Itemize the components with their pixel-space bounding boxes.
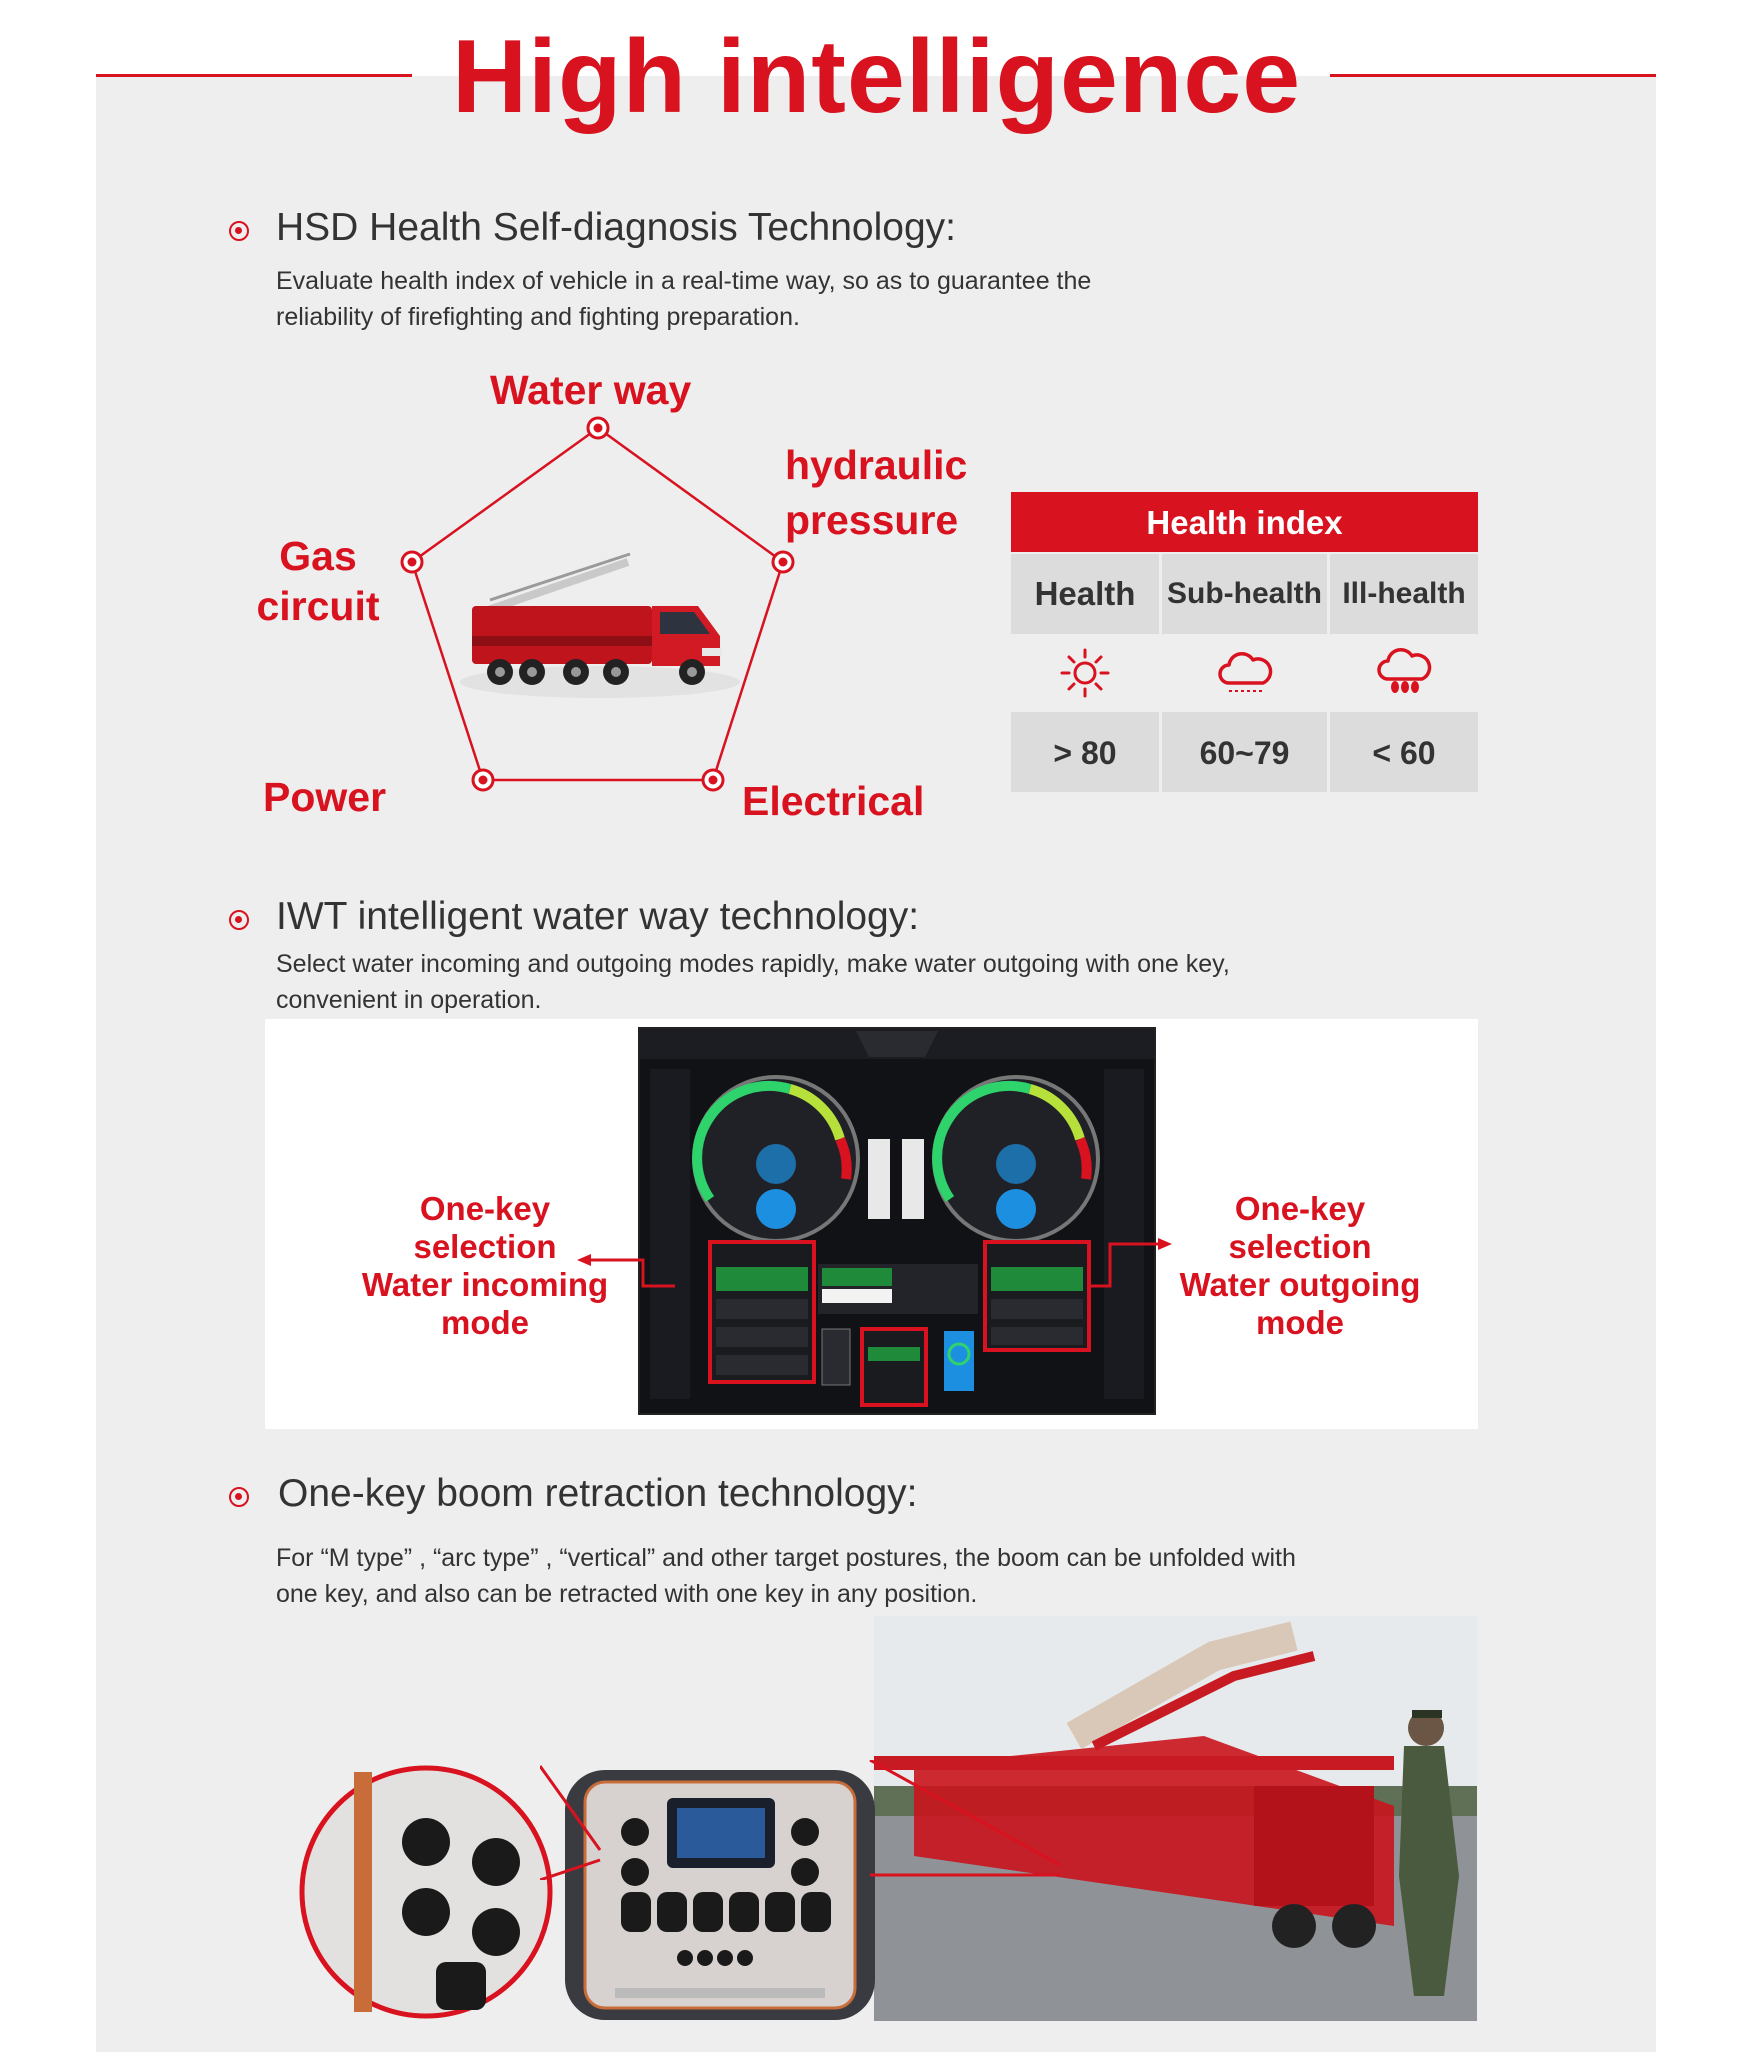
control-dashboard-image [638,1027,1156,1415]
iwt-desc-line: Select water incoming and outgoing modes rapidly, make water outgoing with one key, [276,950,1230,978]
boom-title: One-key boom retraction technology: [278,1472,918,1515]
zoom-lines [540,1760,1080,1880]
label-line: mode [440,1304,529,1341]
page-title: High intelligence [451,19,1302,135]
label-line: Gas [279,533,357,579]
label-line: mode [1255,1304,1344,1341]
hsd-desc-line: Evaluate health index of vehicle in a real-time way, so as to guarantee the [276,267,1092,295]
sun-icon [1011,636,1159,710]
value-ill-health: < 60 [1330,712,1478,792]
boom-desc-line: For “M type” , “arc type” , “vertical” and other target postures, the boom can be unfolded with [276,1544,1296,1572]
boom-description [276,1540,1296,1612]
hsd-description [276,263,1091,335]
controller-zoom-detail [296,1762,556,2022]
hsd-desc-line: reliability of firefighting and fighting preparation. [276,303,800,331]
cloud-icon [1162,636,1327,710]
label-line: One-key [1234,1190,1366,1227]
iwt-desc-line: convenient in operation. [276,986,542,1014]
label-line: Water outgoing [1179,1266,1421,1303]
iwt-title: IWT intelligent water way technology: [276,895,920,938]
label-line: hydraulic [785,442,968,488]
value-health: > 80 [1011,712,1159,792]
col-header-ill-health: Ill-health [1330,554,1478,634]
label-hydraulic-pressure [785,440,967,545]
label-line: selection [1228,1228,1372,1265]
iwt-description [276,946,1230,1018]
label-water-outgoing-mode [1160,1190,1440,1342]
label-line: Water incoming [361,1266,609,1303]
col-header-health: Health [1011,554,1159,634]
label-water-incoming-mode [345,1190,625,1342]
label-line: circuit [256,583,380,629]
bullet-icon [229,221,249,241]
label-line: selection [413,1228,557,1265]
label-power: Power [263,774,387,820]
bullet-icon [229,910,249,930]
value-sub-health: 60~79 [1162,712,1327,792]
fire-truck-image [460,554,740,698]
label-water-way: Water way [490,367,692,413]
boom-desc-line: one key, and also can be retracted with one key in any position. [276,1580,978,1608]
health-index-header: Health index [1011,492,1478,552]
label-line: pressure [785,497,959,543]
hsd-title: HSD Health Self-diagnosis Technology: [276,206,956,249]
pentagon-outline [412,428,783,780]
bullet-icon [229,1487,249,1507]
label-electrical: Electrical [742,778,925,824]
col-header-sub-health: Sub-health [1162,554,1327,634]
label-line: One-key [419,1190,551,1227]
label-gas-circuit [248,531,388,631]
rain-cloud-icon [1330,636,1478,710]
health-pentagon-diagram [380,410,810,800]
